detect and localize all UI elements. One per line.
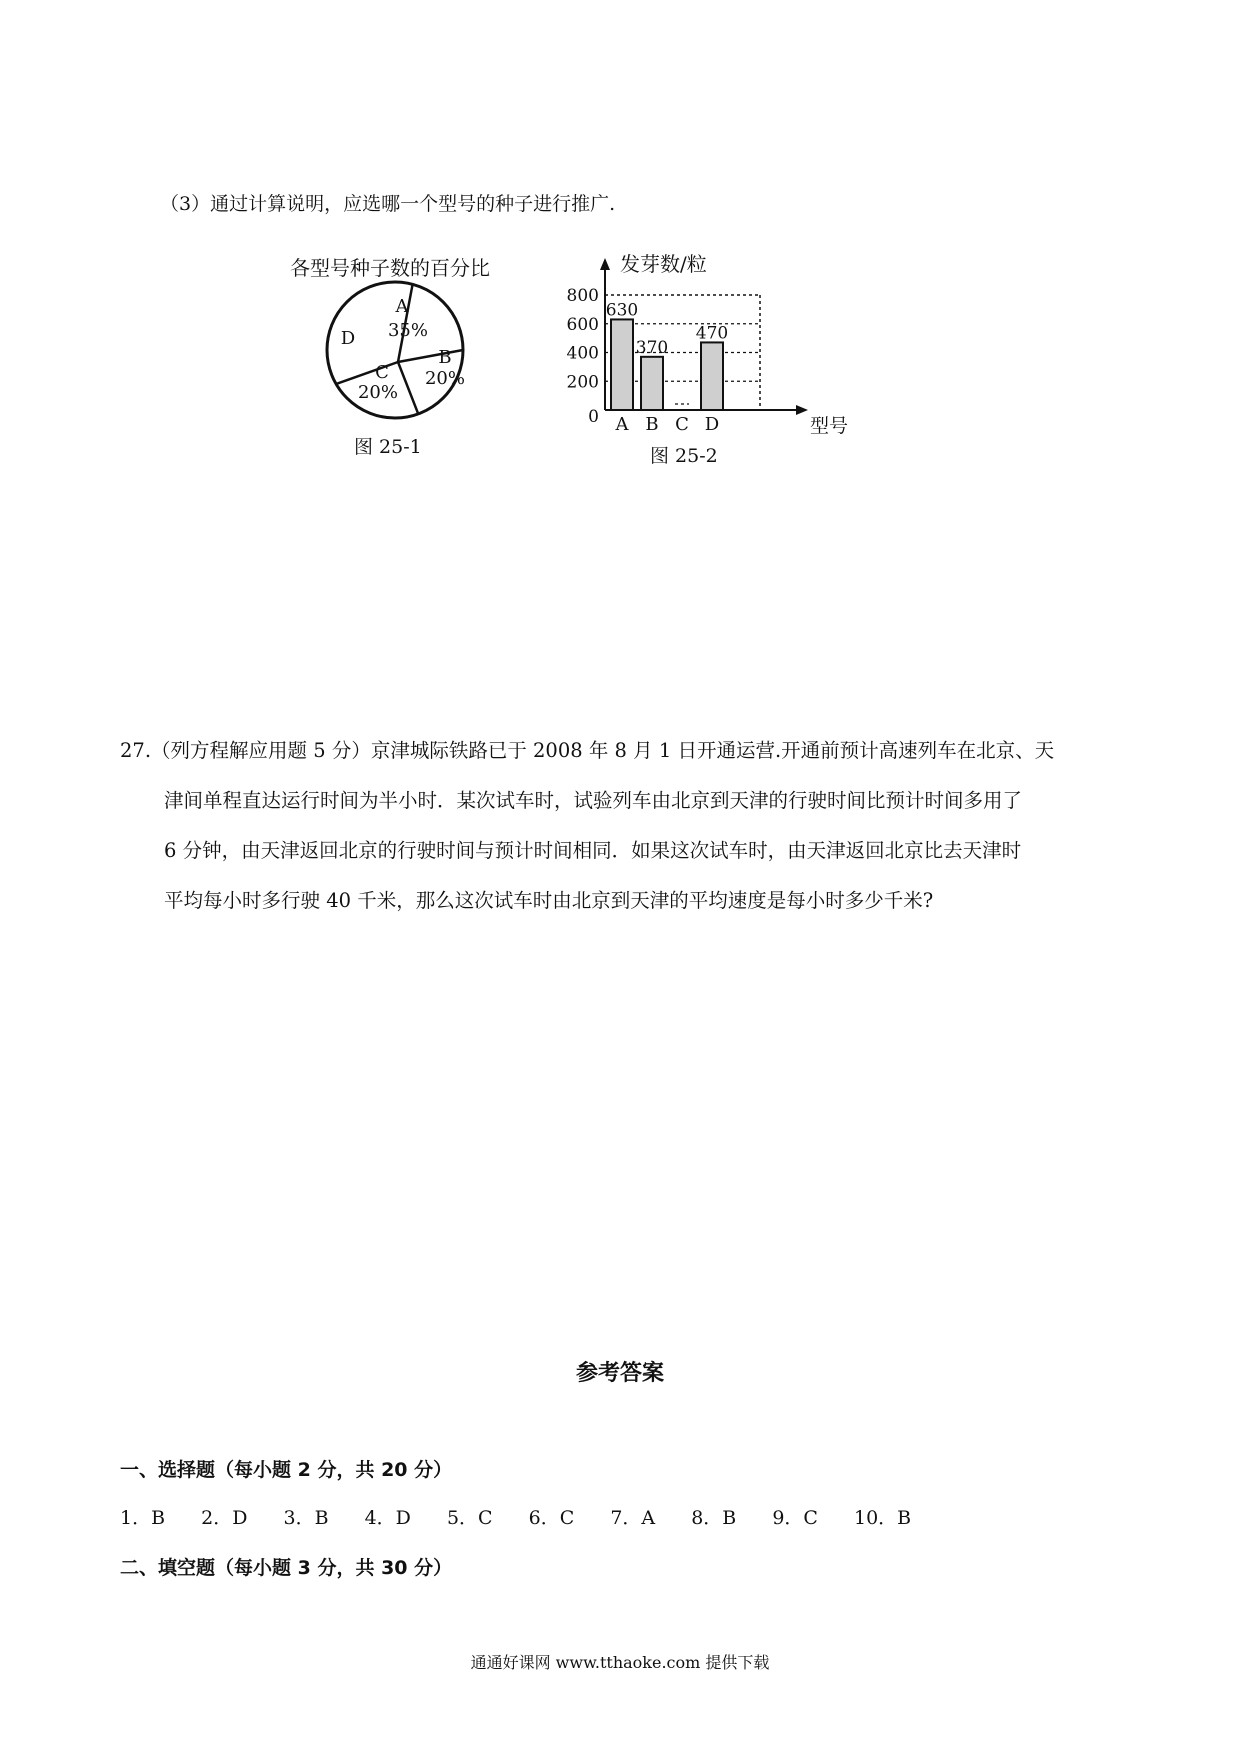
bar-value-label: 370 — [635, 337, 669, 358]
x-tick-label: C — [675, 414, 689, 435]
question-27-line-1: 27.（列方程解应用题 5 分）京津城际铁路已于 2008 年 8 月 1 日开通运营.开通前预计高速列车在北京、天 — [120, 739, 1055, 762]
question-27-line-3: 6 分钟，由天津返回北京的行驶时间与预计时间相同．如果这次试车时，由天津返回北京比去天津时 — [164, 839, 1022, 862]
answer-item: 10．B — [854, 1507, 912, 1529]
question-27 — [120, 726, 1130, 926]
section-fill-heading: 二、填空题（每小题 3 分，共 30 分） — [120, 1557, 453, 1579]
bar-chart-ylabel: 发芽数/粒 — [620, 252, 707, 276]
bar-d — [701, 342, 723, 410]
pie-slice-label: D — [340, 328, 356, 349]
question-27-line-4: 平均每小时多行驶 40 千米，那么这次试车时由北京到天津的平均速度是每小时多少千米? — [164, 889, 934, 912]
pie-slice-label: B — [438, 347, 452, 368]
answer-item: 2．D — [201, 1507, 248, 1529]
question-3-text: （3）通过计算说明，应选哪一个型号的种子进行推广. — [160, 193, 616, 215]
bar-a — [611, 319, 633, 410]
bar-value-label: 630 — [605, 300, 639, 321]
x-axis-arrow-icon — [796, 405, 808, 415]
pie-slice-label: A — [395, 296, 409, 317]
y-tick-label: 0 — [588, 407, 599, 427]
answer-item: 9．C — [772, 1507, 818, 1529]
bar-chart — [560, 250, 850, 445]
answer-item: 5．C — [446, 1507, 493, 1529]
answer-item: 3．B — [283, 1507, 329, 1529]
answer-item: 1．B — [120, 1507, 166, 1529]
pie-slice-divider — [398, 362, 418, 414]
pie-slice-percent: 20% — [357, 382, 399, 403]
pie-chart-title: 各型号种子数的百分比 — [290, 256, 490, 280]
pie-chart — [320, 278, 480, 428]
x-axis-label: 型号 — [810, 415, 849, 437]
pie-slice-label: C — [375, 362, 389, 383]
y-axis-arrow-icon — [600, 258, 610, 270]
pie-slice-percent: 20% — [424, 368, 466, 389]
bar-b — [641, 357, 663, 410]
bar-chart-caption: 图 25-2 — [650, 445, 718, 467]
y-tick-label: 400 — [566, 343, 599, 364]
bar-value-label: 470 — [695, 323, 729, 344]
question-27-line-2: 津间单程直达运行时间为半小时．某次试车时，试验列车由北京到天津的行驶时间比预计时间多用了 — [164, 789, 1023, 812]
x-tick-label: B — [645, 414, 659, 435]
pie-slice-percent: 35% — [387, 320, 429, 341]
answer-item: 7．A — [610, 1507, 656, 1529]
answers-title: 参考答案 — [575, 1361, 664, 1386]
choice-answers — [120, 1503, 941, 1530]
y-tick-label: 600 — [566, 314, 599, 335]
pie-slice-divider — [398, 350, 463, 362]
page-footer: 通通好课网 www.tthaoke.com 提供下载 — [470, 1653, 770, 1672]
answer-item: 8．B — [691, 1507, 737, 1529]
x-tick-label: A — [615, 414, 629, 435]
answer-item: 4．D — [364, 1507, 411, 1529]
pie-chart-caption: 图 25-1 — [354, 436, 422, 458]
y-tick-label: 200 — [566, 372, 599, 393]
section-choice-heading: 一、选择题（每小题 2 分，共 20 分） — [120, 1459, 453, 1481]
y-tick-label: 800 — [566, 286, 599, 306]
x-tick-label: D — [704, 414, 720, 435]
answer-item: 6．C — [528, 1507, 575, 1529]
